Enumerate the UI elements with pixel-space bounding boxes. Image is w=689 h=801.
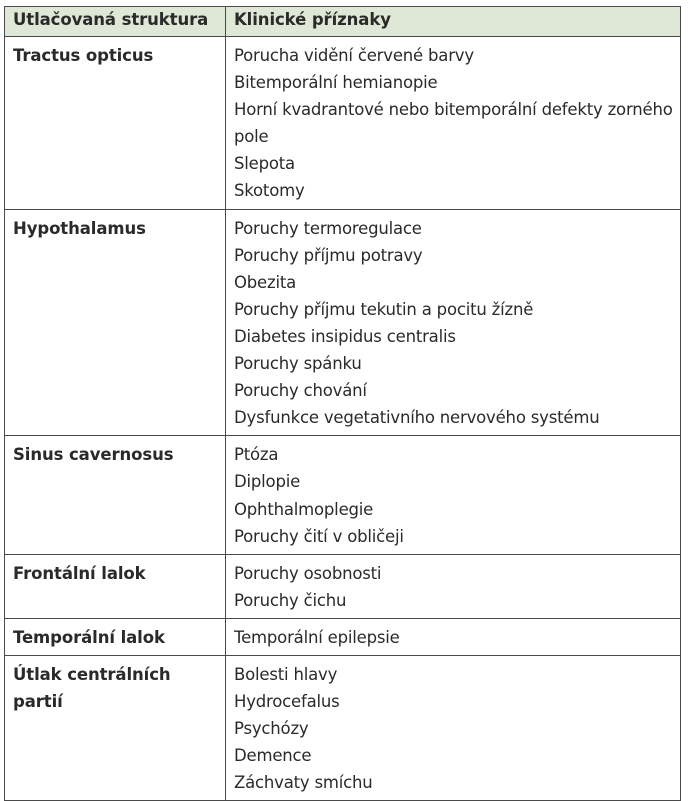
symptom-item: Diabetes insipidus centralis [234,326,456,346]
symptom-item: Poruchy příjmu tekutin a pocitu žízně [234,299,534,319]
structure-cell: Sinus cavernosus [5,436,226,554]
structure-cell: Hypothalamus [5,209,226,436]
compression-symptoms-table [4,6,681,801]
symptom-item: Poruchy čichu [234,590,347,610]
header-row [5,7,681,37]
symptom-item: Poruchy termoregulace [234,218,422,238]
symptoms-cell [226,618,681,655]
table-body [5,37,681,801]
symptoms-cell [226,554,681,618]
symptom-item: Hydrocefalus [234,692,340,712]
symptom-table-container [4,6,680,801]
symptom-item: Ptóza [234,445,279,465]
symptom-item: Skotomy [234,181,305,201]
symptom-item: Obezita [234,272,297,292]
symptoms-cell [226,655,681,800]
symptom-item: Bitemporální hemianopie [234,73,438,93]
symptom-item: Poruchy příjmu potravy [234,245,423,265]
symptom-item: Temporální epilepsie [234,627,400,647]
symptoms-cell [226,209,681,436]
table-row [5,655,681,800]
header-structure: Utlačovaná struktura [5,7,226,37]
table-row [5,436,681,554]
structure-cell: Útlak centrálních partií [5,655,226,800]
table-row [5,37,681,210]
symptom-item: Porucha vidění červené barvy [234,46,474,65]
header-symptoms: Klinické příznaky [226,7,681,37]
symptom-item: Poruchy chování [234,381,367,401]
symptom-item: Záchvaty smíchu [234,773,373,793]
symptom-item: Bolesti hlavy [234,664,338,684]
symptom-item: Dysfunkce vegetativního nervového systému [234,408,600,428]
symptom-item: Diplopie [234,472,301,492]
symptom-item: Poruchy spánku [234,354,362,374]
table-row [5,618,681,655]
structure-cell: Tractus opticus [5,37,226,210]
symptom-item: Ophthalmoplegie [234,499,374,519]
symptom-item: Demence [234,746,312,766]
symptom-item: Poruchy osobnosti [234,563,382,583]
symptom-item: Poruchy čití v obličeji [234,526,404,546]
symptom-item: Horní kvadrantové nebo bitemporální defekty zorného pole [234,100,673,147]
table-header [5,7,681,37]
symptom-item: Psychózy [234,719,309,739]
symptoms-cell [226,37,681,210]
symptoms-cell [226,436,681,554]
structure-cell: Temporální lalok [5,618,226,655]
table-row [5,209,681,436]
symptom-item: Slepota [234,154,295,174]
structure-cell: Frontální lalok [5,554,226,618]
table-row [5,554,681,618]
